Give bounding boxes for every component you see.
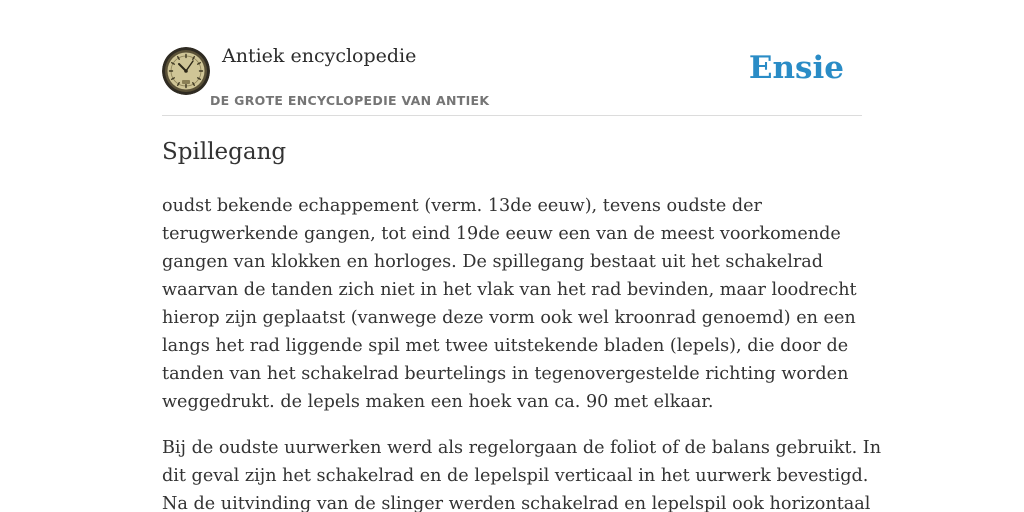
paragraph-line: gangen van klokken en horloges. De spillegang bestaat uit het schakelrad [162,252,823,272]
paragraph-line: waarvan de tanden zich niet in het vlak van het rad bevinden, maar loodrecht [162,280,857,300]
article-body [162,192,882,512]
paragraph-line: weggedrukt. de lepels maken een hoek van ca. 90 met elkaar. [162,392,714,412]
paragraph-line: terugwerkende gangen, tot eind 19de eeuw een van de meest voorkomende [162,224,841,244]
clock-face-icon[interactable] [162,47,210,95]
brand-logo-link[interactable]: Ensie [748,50,844,86]
paragraph-line: tanden van het schakelrad beurtelings in tegenovergestelde richting worden [162,364,849,384]
paragraph-line: oudst bekende echappement (verm. 13de eeuw), tevens oudste der [162,196,762,216]
site-subtitle: DE GROTE ENCYCLOPEDIE VAN ANTIEK [210,93,490,108]
paragraph-line: hierop zijn geplaatst (vanwege deze vorm ook wel kroonrad genoemd) en een [162,308,856,328]
paragraph-line: langs het rad liggende spil met twee uitstekende bladen (lepels), die door de [162,336,849,356]
site-header [162,44,862,116]
paragraph-line: Bij de oudste uurwerken werd als regelorgaan de foliot of de balans gebruikt. In [162,438,882,458]
article-paragraph [162,434,882,512]
article-title: Spillegang [162,139,287,165]
site-title[interactable]: Antiek encyclopedie [222,45,417,67]
header-divider [162,115,862,116]
paragraph-line: Na de uitvinding van de slinger werden schakelrad en lepelspil ook horizontaal [162,494,871,512]
article-paragraph [162,192,862,416]
paragraph-line: dit geval zijn het schakelrad en de lepelspil verticaal in het uurwerk bevestigd. [162,466,869,486]
